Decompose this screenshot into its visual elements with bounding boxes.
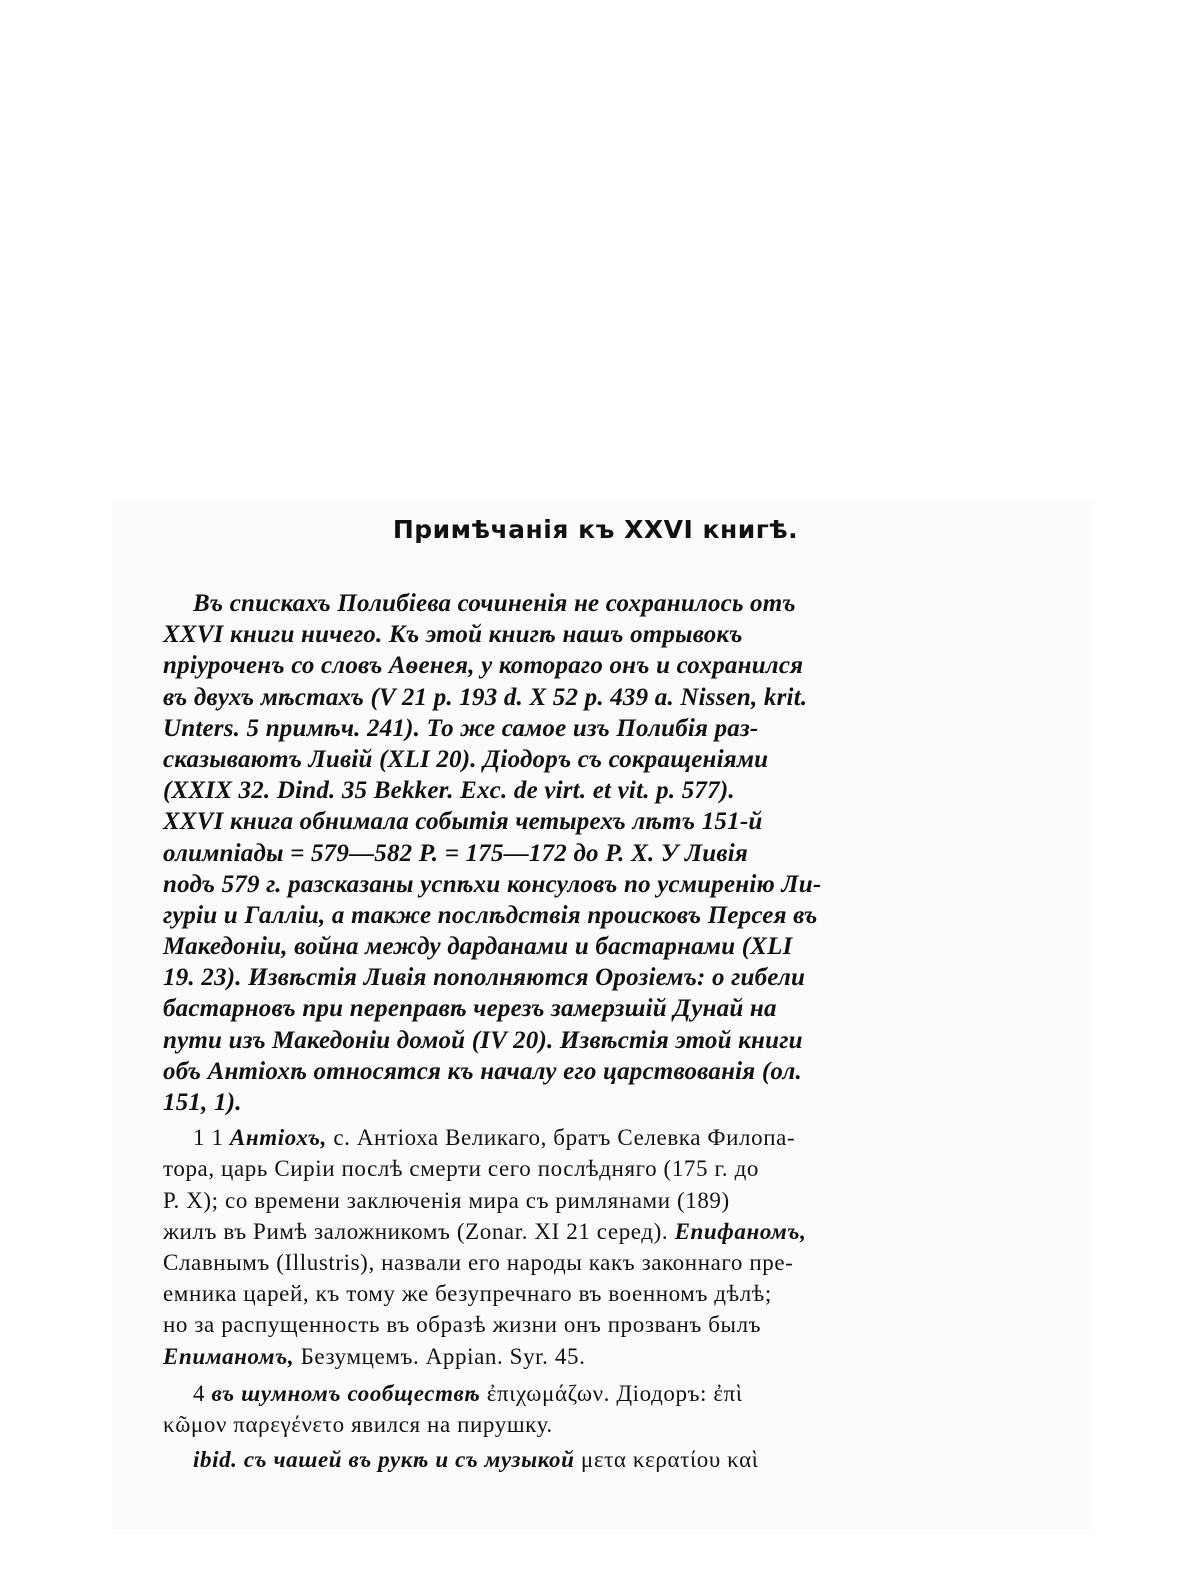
intro-line: въ двухъ мѣстахъ (V 21 p. 193 d. X 52 p. 439 a. Nissen, krit.	[163, 683, 808, 711]
intro-line: пріуроченъ со словъ Аѳенея, у котораго онъ и сохранился	[163, 652, 804, 680]
intro-line: олимпіады = 579—582 Р. = 175—172 до Р. Х. У Ливія	[163, 839, 748, 867]
note-line	[163, 1216, 915, 1247]
line-marker: 1 1	[193, 1125, 224, 1151]
greek-text: ἐπιχωμάζων. Діодоръ: ἐπὶ	[486, 1380, 743, 1406]
line-marker: ibid.	[193, 1447, 238, 1473]
intro-line: пути изъ Македоніи домой (IV 20). Извѣстія этой книги	[163, 1026, 803, 1054]
intro-line: объ Антіохѣ относятся къ началу его царствованія (ол.	[163, 1057, 802, 1085]
intro-paragraph	[163, 588, 915, 1118]
intro-line: гуріи и Галліи, а также послѣдствія происковъ Персея въ	[163, 901, 818, 929]
note-line: κῶμον παρεγένετο явился на пирушку.	[163, 1411, 553, 1437]
note-line: тора, царь Сиріи послѣ смерти сего послѣдняго (175 г. до	[163, 1156, 760, 1182]
page-title: Примѣчанія къ XXVI книгѣ.	[392, 515, 799, 544]
line-marker: 4	[193, 1380, 206, 1406]
note-term: съ чашей въ рукѣ и съ музыкой	[243, 1447, 575, 1473]
note-term: Епифаномъ,	[674, 1218, 807, 1244]
intro-line: сказываютъ Ливій (XLI 20). Діодоръ съ сокращеніями	[163, 745, 769, 773]
note-term: въ шумномъ сообществѣ	[211, 1380, 481, 1406]
note-ibid	[163, 1444, 915, 1475]
notes-column	[163, 588, 915, 1475]
intro-line: 151, 1).	[163, 1089, 242, 1116]
intro-line: Македоніи, война между дарданами и бастарнами (XLI	[163, 933, 793, 961]
intro-line: XXVI книга обнимала событія четырехъ лѣтъ 151-й	[163, 808, 763, 836]
note-text: с. Антіоха Великаго, братъ Селевка Филопа-	[333, 1125, 796, 1151]
note-line: но за распущенность въ образѣ жизни онъ прозванъ былъ	[163, 1312, 762, 1338]
greek-text: μετα κερατίου καὶ	[580, 1447, 759, 1473]
note-antiochus	[163, 1122, 915, 1372]
note-line	[163, 1122, 915, 1153]
intro-line: бастарновъ при переправѣ черезъ замерзшій Дунай на	[163, 995, 777, 1023]
note-revel	[163, 1378, 915, 1440]
intro-line: Въ спискахъ Полибіева сочиненія не сохранилось отъ	[193, 590, 796, 617]
intro-line: подъ 579 г. разсказаны успѣхи консуловъ по усмиренію Ли-	[163, 870, 822, 898]
intro-line: XXVI книги ничего. Къ этой книгѣ нашъ отрывокъ	[163, 621, 743, 649]
note-text: жилъ въ Римѣ заложникомъ (Zonar. XI 21 серед).	[163, 1218, 669, 1244]
note-line	[163, 1378, 915, 1409]
note-line	[163, 1444, 915, 1475]
note-term: Антіохъ,	[229, 1125, 327, 1151]
note-line	[163, 1341, 915, 1372]
note-text: Безумцемъ. Appian. Syr. 45.	[300, 1343, 586, 1369]
intro-line: 19. 23). Извѣстія Ливія пополняются Орозіемъ: о гибели	[163, 964, 806, 992]
note-line: Р. Х); со времени заключенія мира съ римлянами (189)	[163, 1187, 730, 1213]
intro-line: Unters. 5 примѣч. 241). То же самое изъ Полибія раз-	[163, 714, 759, 742]
intro-line: (XXIX 32. Dind. 35 Bekker. Exc. de virt. et vit. p. 577).	[163, 777, 735, 805]
note-term: Епиманомъ,	[163, 1343, 295, 1369]
note-line: Славнымъ (Illustris), назвали его народы какъ законнаго пре-	[163, 1249, 794, 1275]
note-line: емника царей, къ тому же безупречнаго въ военномъ дѣлѣ;	[163, 1281, 772, 1307]
